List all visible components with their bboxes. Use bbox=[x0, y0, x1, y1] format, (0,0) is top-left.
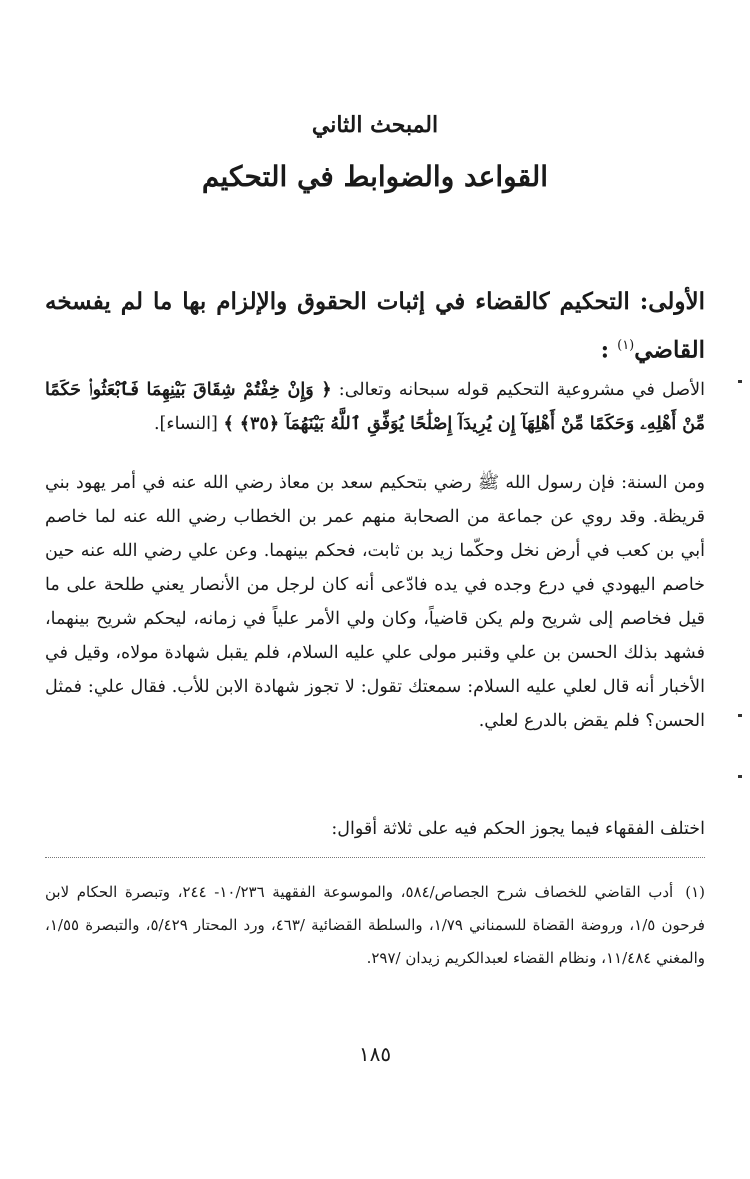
section-title: القواعد والضوابط في التحكيم bbox=[201, 160, 549, 193]
page-number: ١٨٥ bbox=[358, 1042, 392, 1066]
ikhtilaf-paragraph: اختلف الفقهاء فيما يجوز الحكم فيه على ثلاثة أقوال: bbox=[331, 819, 705, 839]
footnote-text: أدب القاضي للخصاف شرح الجصاص/٥٨٤، والموسوعة الفقهية ١٠/٢٣٦- ٢٤٤، وتبصرة الحكام لابن فرحون ١/٥، وروضة القضاة للسمناني ١/٧٩، والسلطة القضائية /٤٦٣، ورد المحتار ٥/٤٢٩، والتبصرة ١/٥٥، والمغني ١١/٤٨٤، ونظام القضاء لعبدالكريم زيدان /٢٩٧. bbox=[45, 883, 705, 967]
section-label: المبحث الثاني bbox=[311, 112, 439, 138]
footnote-number: (١) bbox=[685, 883, 705, 901]
footnote-separator bbox=[45, 857, 705, 858]
rule-heading bbox=[45, 280, 705, 373]
sunna-paragraph: ومن السنة: فإن رسول الله ﷺ رضي بتحكيم سعد بن معاذ رضي الله عنه في أمر يهود بني قريظة. وقد روي عن جماعة من الصحابة منهم عمر بن الخطاب رضي الله عنه لما خاصم أبي بن كعب في أرض نخل وحكّما زيد بن ثابت، فحكم بينهما. وعن علي رضي الله عنه حين خاصم اليهودي في درع وجده في يده فادّعى أنه كان لرجل من الأنصار يعني طلحة على ما قيل فخاصم إلى شريح ولم يكن قاضياً، وكان ولي الأمر علياً في زمانه، ليحكم شريح بينهما، فشهد بذلك الحسن بن علي وقنبر مولى علي عليه السلام، فلم يقبل شهادة مولاه، وقيل في الأخبار أنه قال لعلي عليه السلام: سمعتك تقول: لا تجوز شهادة الابن للأب. فقال علي: فمثل الحسن؟ فلم يقض بالدرع لعلي. bbox=[45, 473, 705, 731]
quran-source: [النساء]. bbox=[153, 414, 218, 434]
rule-heading-text: الأولى: التحكيم كالقضاء في إثبات الحقوق والإلزام بها ما لم يفسخه القاضي bbox=[45, 288, 705, 364]
rule-heading-end: : bbox=[600, 336, 610, 364]
footnote bbox=[45, 876, 705, 975]
quran-paragraph bbox=[45, 373, 705, 441]
quran-verse: ﴿ وَإِنْ خِفْتُمْ شِقَاقَ بَيْنِهِمَا فَٱبْعَثُوا۟ حَكَمًا مِّنْ أَهْلِهِۦ وَحَكَمًا مِّنْ أَهْلِهَآ إِن يُرِيدَآ إِصْلَٰحًا يُوَفِّقِ ٱللَّهُ بَيْنَهُمَآ ﴿٣٥﴾ ﴾ bbox=[45, 380, 705, 434]
margin-mark bbox=[738, 775, 742, 778]
margin-mark bbox=[738, 714, 742, 717]
quran-intro: الأصل في مشروعية التحكيم قوله سبحانه وتعالى: bbox=[338, 380, 705, 400]
footnote-ref[interactable]: (١) bbox=[617, 338, 635, 353]
margin-mark bbox=[738, 380, 742, 383]
